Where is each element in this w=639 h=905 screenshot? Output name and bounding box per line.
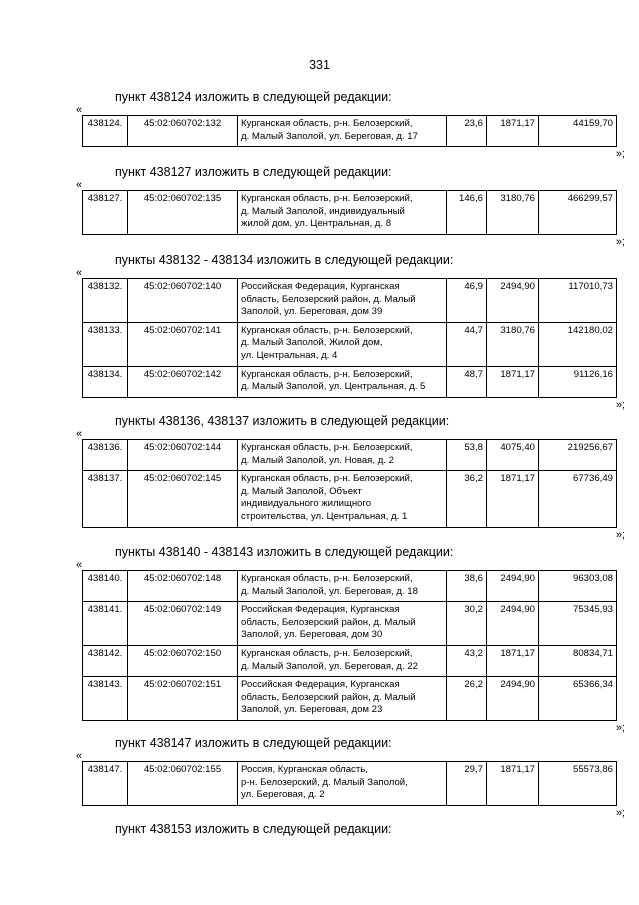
price-per-unit-cell: 1871,17 [487, 762, 539, 806]
amendment-section [75, 544, 625, 735]
price-per-unit-cell: 2494,90 [487, 571, 539, 602]
area-cell: 26,2 [447, 677, 487, 721]
address-cell: Курганская область, р-н. Белозерский, д. Малый Заполой, ул. Центральная, д. 5 [238, 366, 447, 397]
area-cell: 43,2 [447, 645, 487, 676]
table-row [83, 762, 617, 806]
cadastral-number-cell: 45:02:060702:149 [128, 602, 238, 646]
address-cell: Курганская область, р-н. Белозерский, д. Малый Заполой, Объект индивидуального жилищного строительства, ул. Центральная, д. 1 [238, 471, 447, 527]
price-per-unit-cell: 3180,76 [487, 322, 539, 366]
area-cell: 38,6 [447, 571, 487, 602]
cadastral-number-cell: 45:02:060702:132 [128, 116, 238, 147]
page-number: 331 [309, 58, 330, 72]
property-table [82, 115, 617, 147]
section-heading: пункты 438136, 438137 изложить в следующей редакции: [115, 414, 450, 428]
area-cell: 53,8 [447, 440, 487, 471]
item-number-cell: 438134. [83, 366, 128, 397]
area-cell: 30,2 [447, 602, 487, 646]
property-table [82, 190, 617, 235]
section-heading: пункты 438140 - 438143 изложить в следующей редакции: [115, 545, 454, 559]
open-quote: « [76, 179, 83, 191]
cadastral-number-cell: 45:02:060702:145 [128, 471, 238, 527]
item-number-cell: 438140. [83, 571, 128, 602]
area-cell: 36,2 [447, 471, 487, 527]
price-per-unit-cell: 4075,40 [487, 440, 539, 471]
table-row [83, 602, 617, 646]
table-row [83, 440, 617, 471]
cadastral-value-cell: 75345,93 [539, 602, 617, 646]
cadastral-number-cell: 45:02:060702:140 [128, 279, 238, 323]
address-cell: Курганская область, р-н. Белозерский, д. Малый Заполой, ул. Береговая, д. 18 [238, 571, 447, 602]
cadastral-number-cell: 45:02:060702:135 [128, 191, 238, 235]
price-per-unit-cell: 1871,17 [487, 116, 539, 147]
cadastral-number-cell: 45:02:060702:144 [128, 440, 238, 471]
cadastral-number-cell: 45:02:060702:150 [128, 645, 238, 676]
section-heading: пункт 438127 изложить в следующей редакции: [115, 165, 392, 179]
table-row [83, 645, 617, 676]
cadastral-number-cell: 45:02:060702:141 [128, 322, 238, 366]
table-row [83, 322, 617, 366]
cadastral-number-cell: 45:02:060702:155 [128, 762, 238, 806]
close-quote: »; [615, 235, 625, 248]
cadastral-value-cell: 55573,86 [539, 762, 617, 806]
table-row [83, 191, 617, 235]
price-per-unit-cell: 1871,17 [487, 471, 539, 527]
area-cell: 46,9 [447, 279, 487, 323]
close-quote: »; [615, 148, 625, 161]
close-quote: »; [615, 806, 625, 819]
address-cell: Российская Федерация, Курганская область, Белозерский район, д. Малый Заполой, ул. Береговая, дом 39 [238, 279, 447, 323]
open-quote: « [76, 267, 83, 279]
address-cell: Курганская область, р-н. Белозерский, д. Малый Заполой, индивидуальный жилой дом, ул. Центральная, д. 8 [238, 191, 447, 235]
item-number-cell: 438127. [83, 191, 128, 235]
cadastral-value-cell: 67736,49 [539, 471, 617, 527]
amendment-section [75, 413, 625, 542]
item-number-cell: 438136. [83, 440, 128, 471]
price-per-unit-cell: 1871,17 [487, 645, 539, 676]
table-row [83, 279, 617, 323]
address-cell: Российская Федерация, Курганская область, Белозерский район, д. Малый Заполой, ул. Береговая, дом 30 [238, 602, 447, 646]
table-row [83, 366, 617, 397]
price-per-unit-cell: 1871,17 [487, 366, 539, 397]
cadastral-number-cell: 45:02:060702:151 [128, 677, 238, 721]
cadastral-number-cell: 45:02:060702:148 [128, 571, 238, 602]
address-cell: Курганская область, р-н. Белозерский, д. Малый Заполой, ул. Береговая, д. 17 [238, 116, 447, 147]
cadastral-value-cell: 44159,70 [539, 116, 617, 147]
amendment-section [75, 821, 610, 837]
item-number-cell: 438133. [83, 322, 128, 366]
amendment-section [75, 735, 625, 820]
amendment-section [75, 252, 625, 412]
section-heading: пункт 438147 изложить в следующей редакции: [115, 736, 392, 750]
area-cell: 48,7 [447, 366, 487, 397]
cadastral-number-cell: 45:02:060702:142 [128, 366, 238, 397]
cadastral-value-cell: 91126,16 [539, 366, 617, 397]
item-number-cell: 438124. [83, 116, 128, 147]
item-number-cell: 438132. [83, 279, 128, 323]
section-heading: пункты 438132 - 438134 изложить в следующей редакции: [115, 253, 454, 267]
area-cell: 23,6 [447, 116, 487, 147]
price-per-unit-cell: 3180,76 [487, 191, 539, 235]
table-row [83, 116, 617, 147]
open-quote: « [76, 750, 83, 762]
cadastral-value-cell: 65366,34 [539, 677, 617, 721]
area-cell: 44,7 [447, 322, 487, 366]
address-cell: Российская Федерация, Курганская область, Белозерский район, д. Малый Заполой, ул. Береговая, дом 23 [238, 677, 447, 721]
cadastral-value-cell: 96303,08 [539, 571, 617, 602]
property-table [82, 439, 617, 528]
address-cell: Курганская область, р-н. Белозерский, д. Малый Заполой, ул. Береговая, д. 22 [238, 645, 447, 676]
item-number-cell: 438141. [83, 602, 128, 646]
price-per-unit-cell: 2494,90 [487, 279, 539, 323]
close-quote: »; [615, 398, 625, 411]
item-number-cell: 438137. [83, 471, 128, 527]
price-per-unit-cell: 2494,90 [487, 602, 539, 646]
property-table [82, 278, 617, 398]
property-table [82, 570, 617, 721]
address-cell: Россия, Курганская область, р-н. Белозерский, д. Малый Заполой, ул. Береговая, д. 2 [238, 762, 447, 806]
address-cell: Курганская область, р-н. Белозерский, д. Малый Заполой, ул. Новая, д. 2 [238, 440, 447, 471]
cadastral-value-cell: 80834,71 [539, 645, 617, 676]
address-cell: Курганская область, р-н. Белозерский, д. Малый Заполой, Жилой дом, ул. Центральная, д. 4 [238, 322, 447, 366]
section-heading: пункт 438124 изложить в следующей редакции: [115, 90, 392, 104]
cadastral-value-cell: 142180,02 [539, 322, 617, 366]
area-cell: 146,6 [447, 191, 487, 235]
open-quote: « [76, 104, 83, 116]
area-cell: 29,7 [447, 762, 487, 806]
property-table [82, 761, 617, 806]
close-quote: »; [615, 528, 625, 541]
table-row [83, 471, 617, 527]
open-quote: « [76, 428, 83, 440]
close-quote: »; [615, 721, 625, 734]
price-per-unit-cell: 2494,90 [487, 677, 539, 721]
amendment-section [75, 164, 625, 249]
table-row [83, 677, 617, 721]
cadastral-value-cell: 219256,67 [539, 440, 617, 471]
cadastral-value-cell: 117010,73 [539, 279, 617, 323]
open-quote: « [76, 559, 83, 571]
section-heading: пункт 438153 изложить в следующей редакции: [115, 822, 392, 836]
item-number-cell: 438142. [83, 645, 128, 676]
item-number-cell: 438147. [83, 762, 128, 806]
cadastral-value-cell: 466299,57 [539, 191, 617, 235]
item-number-cell: 438143. [83, 677, 128, 721]
amendment-section [75, 89, 625, 161]
table-row [83, 571, 617, 602]
